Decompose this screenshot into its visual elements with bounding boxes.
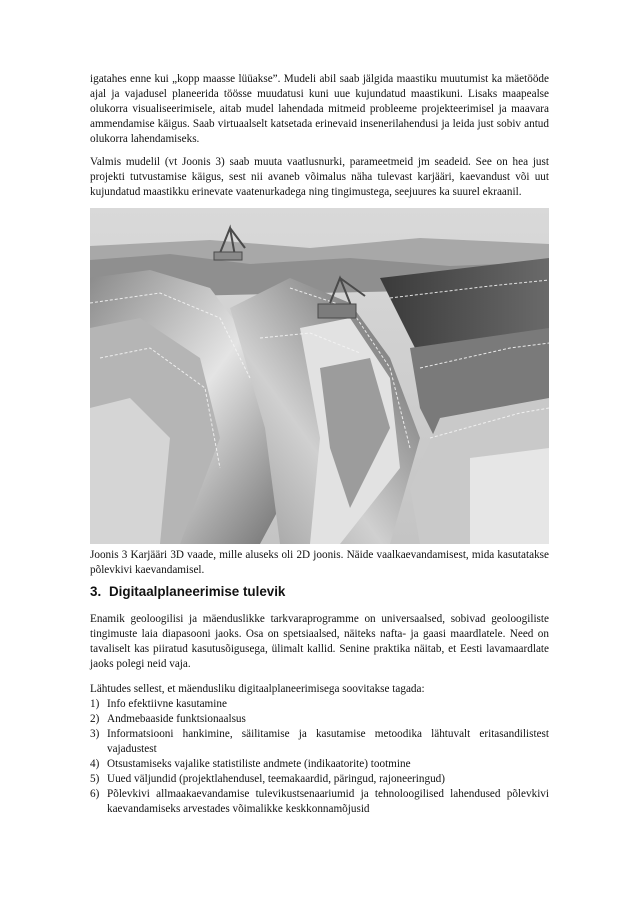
list-item-number: 4) xyxy=(90,758,100,770)
list-item-text: Info efektiivne kasutamine xyxy=(107,698,227,710)
list-item xyxy=(90,772,549,787)
list-item-text: Põlevkivi allmaakaevandamise tulevikustsenaariumid ja tehnoloogilised lahendused põlevkivi kaevandamiseks arvestades võimalikke keskkonnamõjusid xyxy=(107,788,549,815)
section-heading xyxy=(90,583,549,600)
list-item-text: Informatsiooni hankimine, säilitamise ja kasutamise metoodika lähtuvalt eritasandilistest vajadustest xyxy=(107,728,549,755)
list-item xyxy=(90,787,549,817)
list-item-text: Andmebaaside funktsionaalsus xyxy=(107,713,246,725)
list-item-number: 5) xyxy=(90,773,100,785)
paragraph-model-benefits: igatahes enne kui „kopp maasse lüüakse”. Mudeli abil saab jälgida maastiku muutumist ka mäetööde ajal ja vajadusel planeerida töösse muudatusi kuni uue kujundatud maastikuni. Lisaks maapealse olukorra visualiseerimisele, aitab mudel lahendada mitmeid probleeme projekteerimisel ja maavara ammendamise käigus. Saab virtuaalselt katsetada erinevaid insenerilahendusi ja leida just sobiv antud olukorra lahendamiseks. xyxy=(90,73,549,145)
list-item xyxy=(90,697,549,712)
requirements-list xyxy=(90,697,549,817)
quarry-3d-render xyxy=(90,208,549,544)
list-item xyxy=(90,757,549,772)
list-item-text: Uued väljundid (projektlahendusel, teemakaardid, päringud, rajoneeringud) xyxy=(107,773,445,785)
section-number: 3. xyxy=(90,584,102,599)
paragraph-list-intro: Lähtudes sellest, et mäendusliku digitaalplaneerimisega soovitakse tagada: xyxy=(90,683,425,695)
list-item xyxy=(90,712,549,727)
list-item-number: 6) xyxy=(90,788,100,800)
list-item-number: 2) xyxy=(90,713,100,725)
list-item-number: 3) xyxy=(90,728,100,740)
list-item xyxy=(90,727,549,757)
list-item-number: 1) xyxy=(90,698,100,710)
figure-caption: Joonis 3 Karjääri 3D vaade, mille aluseks oli 2D joonis. Näide vaalkaevandamisest, mida kasutatakse põlevkivi kaevandamisel. xyxy=(90,549,549,576)
list-item-text: Otsustamiseks vajalike statistiliste andmete (indikaatorite) tootmine xyxy=(107,758,411,770)
paragraph-software-overview: Enamik geoloogilisi ja mäenduslikke tarkvaraprogramme on universaalsed, sobivad geoloogiliste tingimuste laia diapasooni jaoks. Osa on spetsiaalsed, näiteks nafta- ja gaasi maardlatele. Need on tavaliselt kas piiratud kasutusõigusega, ülimalt kallid. Senine praktika näitab, et Eesti lavamaardlate jaoks polegi neid vaja. xyxy=(90,613,549,670)
quarry-3d-figure xyxy=(90,208,549,544)
section-title: Digitaalplaneerimise tulevik xyxy=(109,584,286,599)
paragraph-model-views: Valmis mudelil (vt Joonis 3) saab muuta vaatlusnurki, parameetmeid jm seadeid. See on hea just projekti tutvustamise käigus, sest nii avaneb võimalus näha tulevast karjääri, kaevandust või uut kujundatud maastikku erinevate vaatenurkadega ning tingimustega, seejuures ka suurel ekraanil. xyxy=(90,156,549,198)
